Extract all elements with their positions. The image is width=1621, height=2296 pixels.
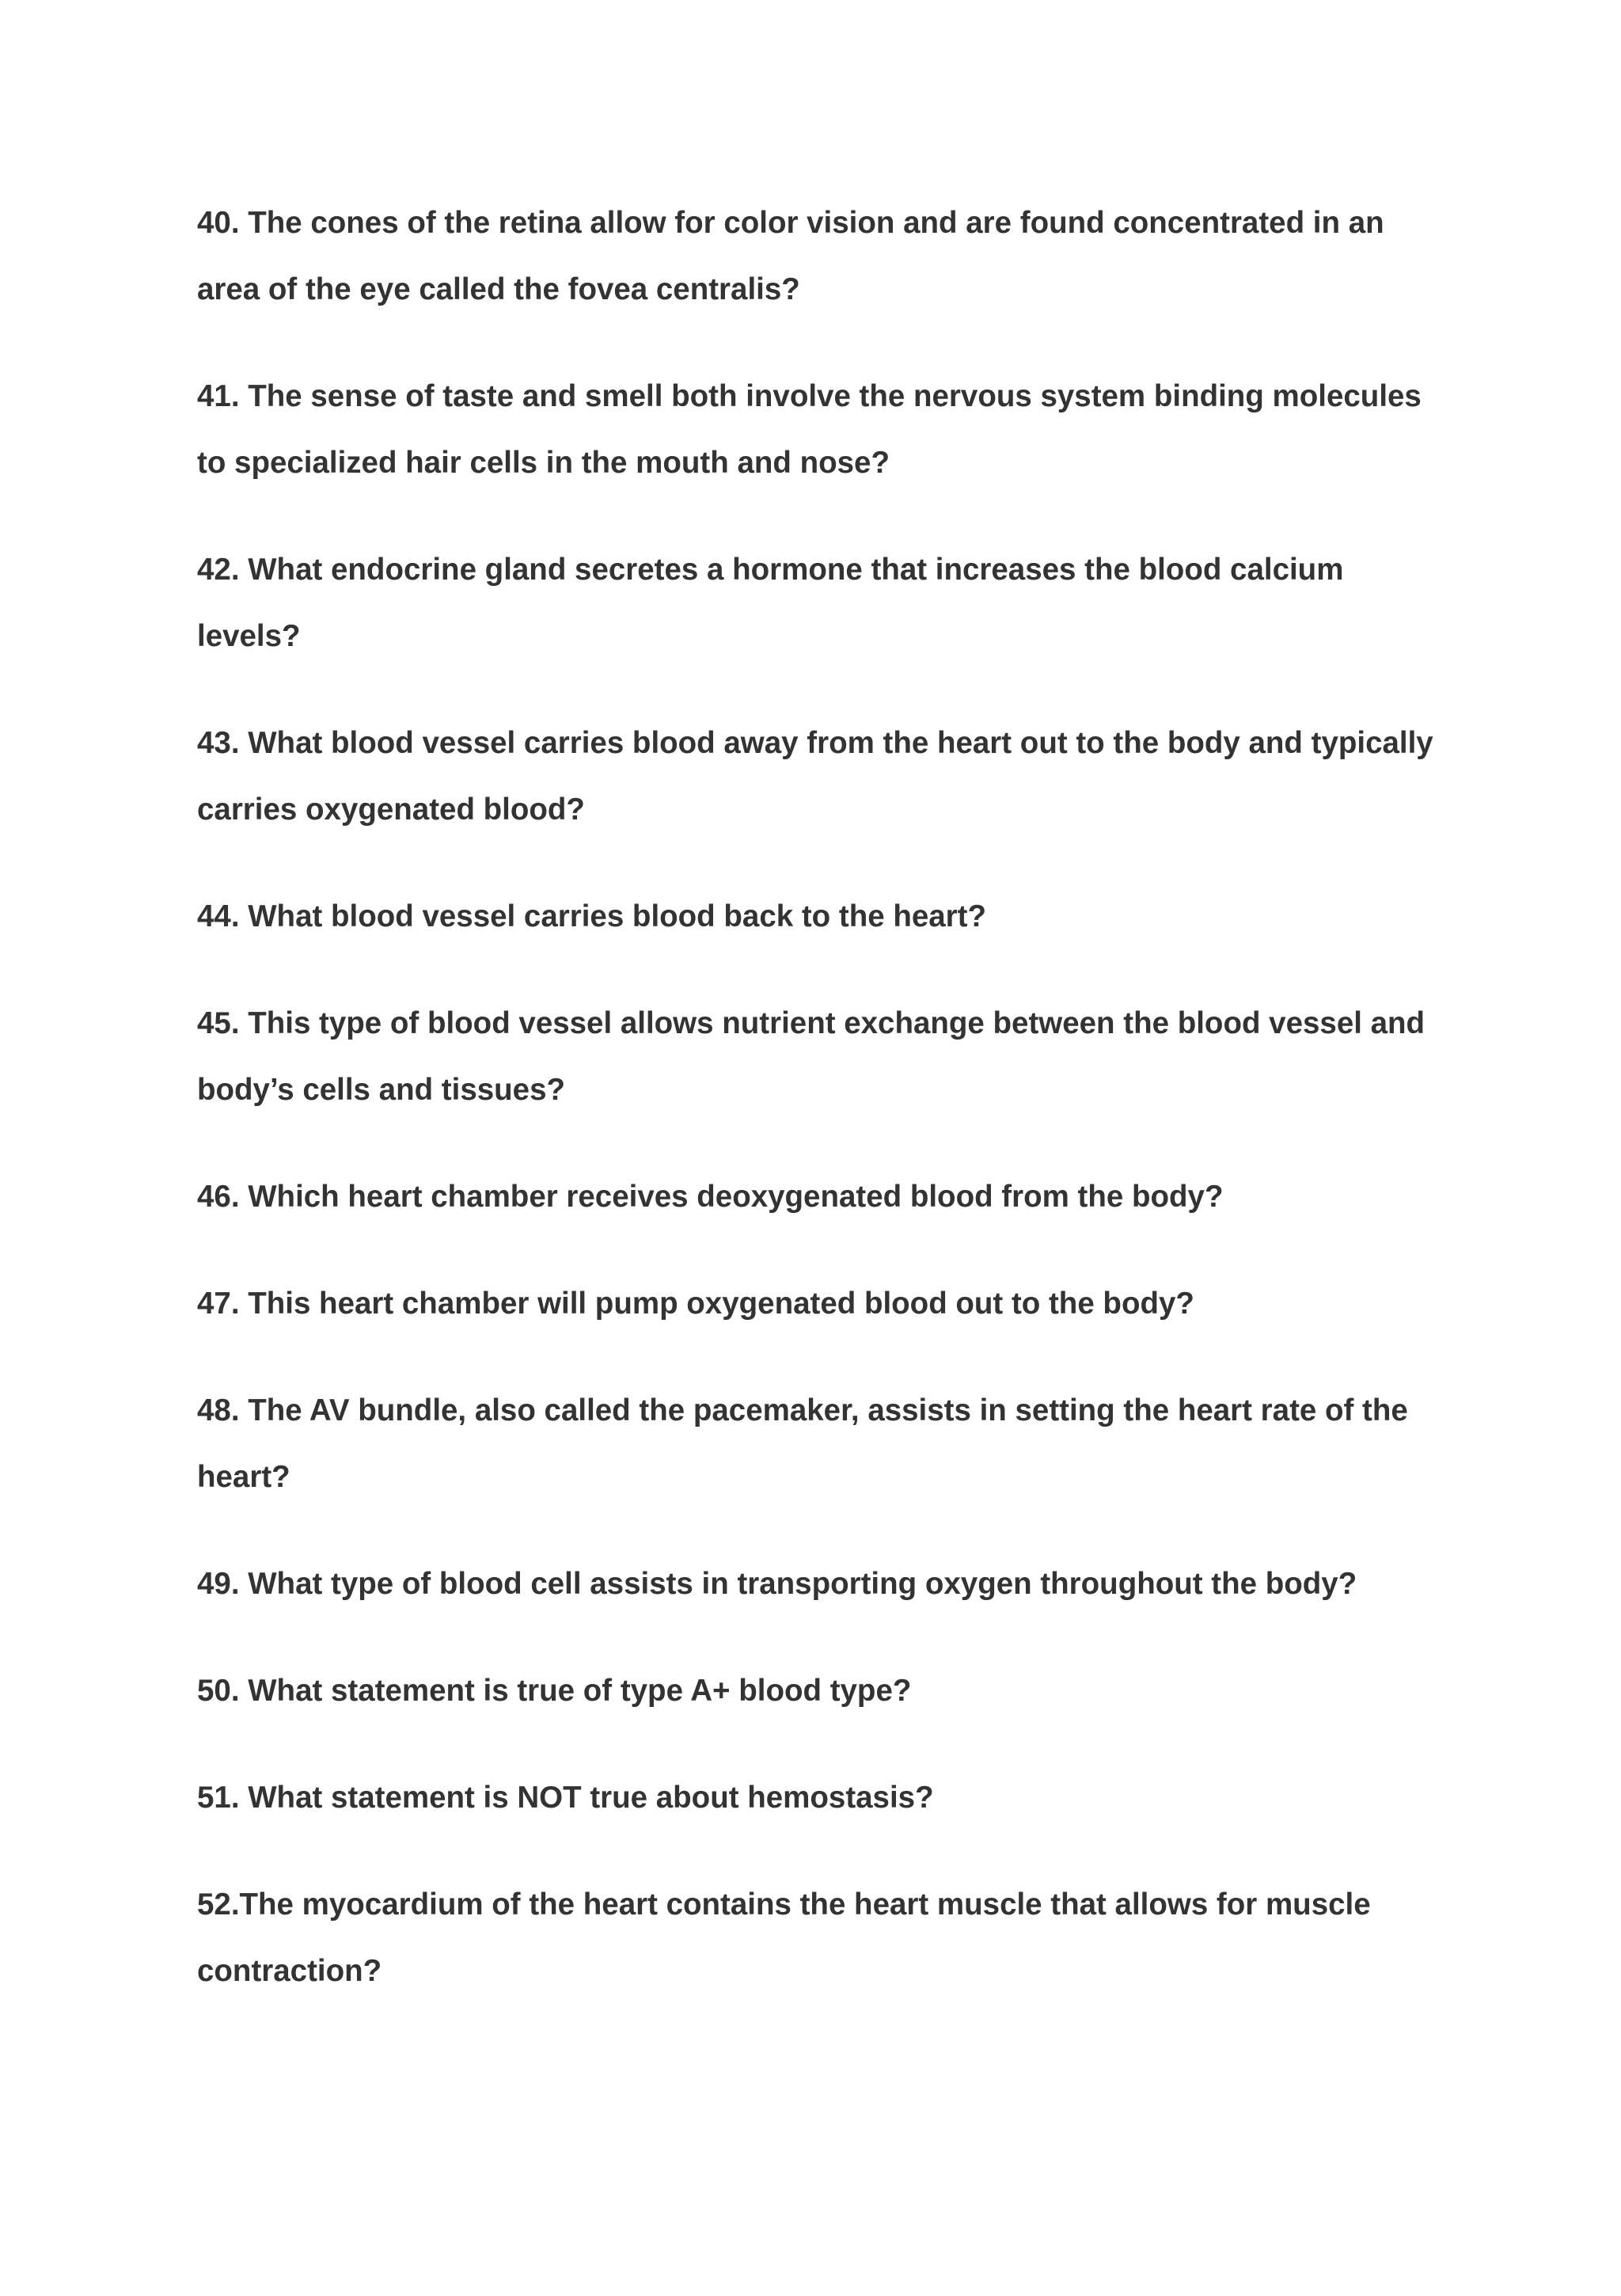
question-45 (197, 990, 1432, 1123)
question-line: to specialized hair cells in the mouth and nose? (197, 446, 890, 480)
question-line: 46. Which heart chamber receives deoxygenated blood from the body? (197, 1180, 1224, 1214)
question-line: heart? (197, 1460, 290, 1494)
question-line: contraction? (197, 1954, 382, 1988)
question-43 (197, 710, 1432, 843)
question-50 (197, 1658, 1432, 1724)
question-list (197, 190, 1432, 2045)
question-line: area of the eye called the fovea centralis? (197, 272, 800, 306)
question-40 (197, 190, 1432, 323)
question-48 (197, 1378, 1432, 1511)
question-51 (197, 1765, 1432, 1831)
question-47 (197, 1271, 1432, 1337)
question-44 (197, 884, 1432, 950)
question-42 (197, 537, 1432, 670)
question-line: 42. What endocrine gland secretes a hormone that increases the blood calcium (197, 553, 1344, 587)
question-41 (197, 363, 1432, 496)
question-49 (197, 1551, 1432, 1617)
question-line: 51. What statement is NOT true about hemostasis? (197, 1781, 934, 1815)
question-line: 45. This type of blood vessel allows nutrient exchange between the blood vessel and (197, 1006, 1425, 1040)
question-line: 40. The cones of the retina allow for color vision and are found concentrated in an (197, 206, 1384, 240)
question-line: levels? (197, 619, 301, 653)
question-line: carries oxygenated blood? (197, 793, 585, 827)
question-52 (197, 1872, 1432, 2005)
question-line: 41. The sense of taste and smell both involve the nervous system binding molecules (197, 379, 1422, 413)
question-46 (197, 1164, 1432, 1230)
question-line: 43. What blood vessel carries blood away from the heart out to the body and typically (197, 726, 1433, 760)
question-line: 52.The myocardium of the heart contains the heart muscle that allows for muscle (197, 1887, 1371, 1922)
question-line: 50. What statement is true of type A+ blood type? (197, 1674, 912, 1708)
question-line: 48. The AV bundle, also called the pacemaker, assists in setting the heart rate of the (197, 1393, 1408, 1427)
question-line: 47. This heart chamber will pump oxygenated blood out to the body? (197, 1287, 1194, 1321)
question-line: 44. What blood vessel carries blood back to the heart? (197, 899, 986, 933)
question-line: 49. What type of blood cell assists in transporting oxygen throughout the body? (197, 1567, 1357, 1601)
question-line: body’s cells and tissues? (197, 1073, 566, 1107)
